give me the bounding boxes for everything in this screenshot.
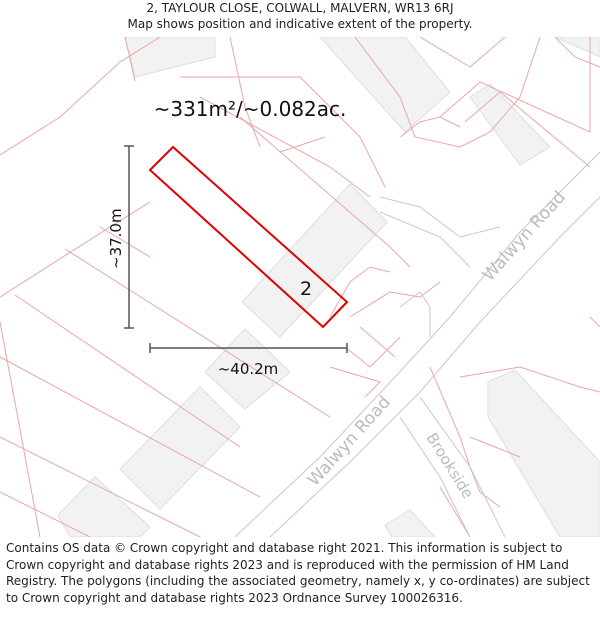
building [120,387,240,509]
road-label-brookside: Brookside [422,429,478,502]
attribution-text: Contains OS data © Crown copyright and database right 2021. This information is subject to Crown copyright and database rights 2023 and is reproduced with the permission of HM Land Registry. The polygons (including the associated geometry, namely x, y co-ordinates) are subject to Crown copyright and database rights 2023 Ordnance Survey 100026316. [6,541,590,605]
height-dimension-label: ~37.0m [107,208,125,269]
map-subtitle: Map shows position and indicative extent of the property. [127,17,473,31]
building [125,37,215,77]
building [385,510,435,537]
area-label: ~331m²/~0.082ac. [153,97,347,121]
building [488,370,600,537]
road-label-walwyn-north: Walwyn Road [478,187,570,286]
plot-number: 2 [300,278,313,300]
property-address: 2, TAYLOUR CLOSE, COLWALL, MALVERN, WR13 6RJ [146,1,454,15]
building [555,37,600,57]
road-label-walwyn-south: Walwyn Road [303,392,395,491]
map-header [0,0,600,37]
map-canvas[interactable] [0,37,600,537]
width-dimension-label: ~40.2m [217,360,279,378]
height-dimension [124,146,134,328]
building [242,184,387,337]
map-area[interactable] [0,37,600,537]
